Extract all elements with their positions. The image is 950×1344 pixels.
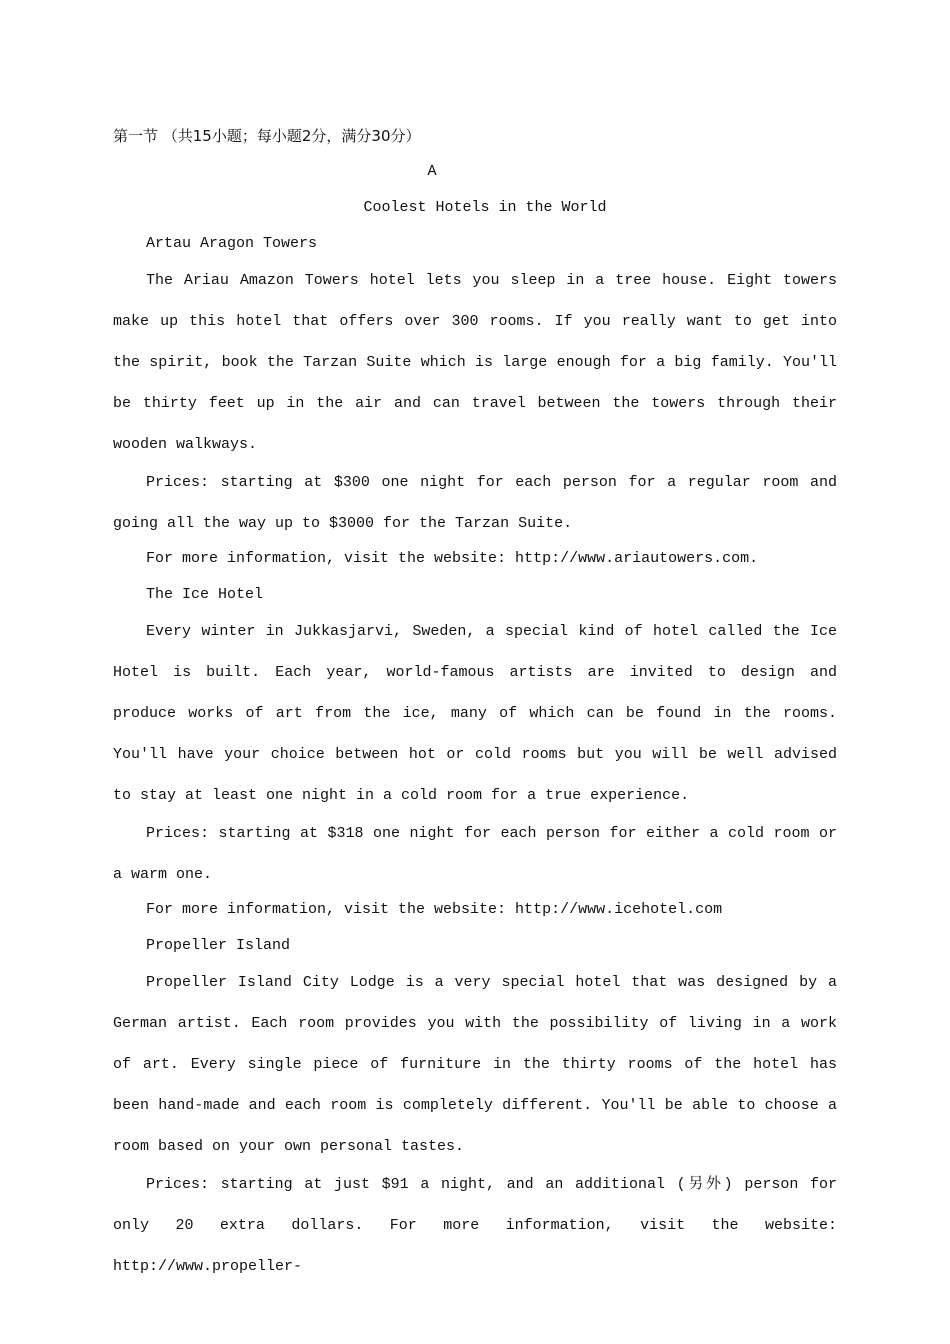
hotel-prices-propeller-island: Prices: starting at just $91 a night, and an additional (另外) person for only 20 extra dollars. For more information, visit the website: http://www.propeller- bbox=[113, 1176, 837, 1275]
hotel-name-ice-hotel: The Ice Hotel bbox=[146, 586, 264, 603]
passage-letter: A bbox=[427, 163, 437, 180]
document-page bbox=[113, 118, 837, 1284]
hotel-description-ariau: The Ariau Amazon Towers hotel lets you sleep in a tree house. Eight towers make up this hotel that offers over 300 rooms. If you really want to get into the spirit, book the Tarzan Suite which is large enough for a big family. You'll be thirty feet up in the air and can travel between the towers through their wooden walkways. bbox=[113, 272, 837, 453]
hotel-name-ariau: Artau Aragon Towers bbox=[146, 235, 318, 252]
hotel-name-propeller-island: Propeller Island bbox=[146, 937, 291, 954]
hotel-description-ice-hotel: Every winter in Jukkasjarvi, Sweden, a special kind of hotel called the Ice Hotel is built. Each year, world-famous artists are invited to design and produce works of art from the ice, many of which can be found in the rooms. You'll have your choice between hot or cold rooms but you will be well advised to stay at least one night in a cold room for a true experience. bbox=[113, 623, 837, 804]
hotel-prices-ariau: Prices: starting at $300 one night for each person for a regular room and going all the way up to $3000 for the Tarzan Suite. bbox=[113, 474, 837, 532]
hotel-description-propeller-island: Propeller Island City Lodge is a very special hotel that was designed by a German artist. Each room provides you with the possibility of living in a work of art. Every single piece of furniture in the thirty rooms of the hotel has been hand-made and each room is completely different. You'll be able to choose a room based on your own personal tastes. bbox=[113, 974, 837, 1155]
hotel-info-ice-hotel: For more information, visit the website: http://www.icehotel.com bbox=[146, 901, 723, 918]
passage-title: Coolest Hotels in the World bbox=[363, 199, 607, 216]
hotel-prices-ice-hotel: Prices: starting at $318 one night for each person for either a cold room or a warm one. bbox=[113, 825, 837, 883]
hotel-info-ariau: For more information, visit the website: http://www.ariautowers.com. bbox=[146, 550, 759, 567]
section-header: 第一节 （共15小题；每小题2分，满分30分） bbox=[113, 127, 421, 145]
